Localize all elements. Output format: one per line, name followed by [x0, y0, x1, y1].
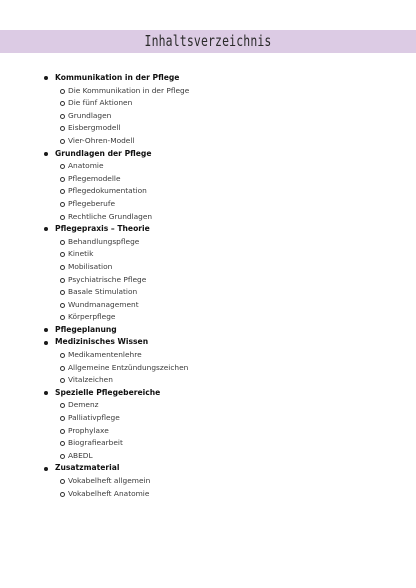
circle-bullet-icon [60, 89, 65, 94]
circle-bullet-icon [60, 403, 65, 408]
toc-item-label: Eisbergmodell [68, 123, 121, 133]
toc-item-label: Allgemeine Entzündungszeichen [68, 362, 189, 372]
toc-section [0, 324, 416, 337]
toc-item-label: Prophylaxe [68, 425, 109, 435]
toc-section-row [0, 223, 416, 236]
toc-item-label: Behandlungspflege [68, 236, 140, 246]
toc-item-label: ABEDL [68, 450, 93, 460]
toc-item [0, 198, 416, 211]
toc-item [0, 173, 416, 186]
circle-bullet-icon [60, 479, 65, 484]
toc-item [0, 261, 416, 274]
toc-item [0, 110, 416, 123]
page-title: Inhaltsverzeichnis [144, 32, 272, 50]
toc-section-label: Zusatzmaterial [55, 463, 120, 473]
toc-item-label: Mobilisation [68, 261, 113, 271]
toc-item-label: Körperpflege [68, 312, 116, 322]
toc-item-label: Vokabelheft Anatomie [68, 488, 150, 498]
toc-item-label: Vokabelheft allgemein [68, 476, 151, 485]
toc-item-label: Vier-Ohren-Modell [68, 135, 135, 145]
circle-bullet-icon [60, 366, 65, 371]
toc-item-label: Psychiatrische Pflege [68, 274, 147, 284]
circle-bullet-icon [60, 265, 65, 270]
toc-subitems [0, 85, 416, 148]
toc-section [0, 387, 416, 463]
toc-section-label: Pflegeplanung [55, 324, 117, 334]
toc-subitems [0, 160, 416, 223]
filled-bullet-icon [44, 467, 48, 471]
toc-item [0, 185, 416, 198]
circle-bullet-icon [60, 290, 65, 295]
circle-bullet-icon [60, 303, 65, 308]
toc-section-row [0, 336, 416, 349]
toc-item [0, 286, 416, 299]
toc-item-label: Vitalzeichen [68, 375, 113, 385]
circle-bullet-icon [60, 416, 65, 421]
filled-bullet-icon [44, 391, 48, 395]
circle-bullet-icon [60, 454, 65, 459]
toc-item-label: Demenz [68, 400, 99, 410]
circle-bullet-icon [60, 101, 65, 106]
circle-bullet-icon [60, 353, 65, 358]
toc-section [0, 72, 416, 148]
toc-item [0, 311, 416, 324]
circle-bullet-icon [60, 114, 65, 119]
toc-item-label: Rechtliche Grundlagen [68, 211, 153, 221]
toc-item [0, 248, 416, 261]
toc-subitems [0, 349, 416, 387]
toc-section-label: Kommunikation in der Pflege [55, 73, 180, 82]
toc-section-label: Pflegepraxis – Theorie [55, 224, 150, 234]
toc-subitems [0, 399, 416, 462]
toc-section [0, 223, 416, 324]
table-of-contents [0, 72, 416, 500]
toc-item-label: Pflegeberufe [68, 198, 116, 208]
toc-item [0, 97, 416, 110]
circle-bullet-icon [60, 252, 65, 257]
toc-section-label: Medizinisches Wissen [55, 337, 149, 347]
toc-item-label: Biografiearbeit [68, 438, 123, 448]
toc-item-label: Medikamentenlehre [68, 350, 142, 360]
toc-section-label: Grundlagen der Pflege [55, 148, 152, 158]
toc-subitems [0, 475, 416, 500]
toc-section [0, 148, 416, 224]
filled-bullet-icon [44, 227, 48, 231]
toc-section-row [0, 72, 416, 85]
toc-item-label: Palliativpflege [68, 413, 120, 423]
toc-item-label: Die Kommunikation in der Pflege [68, 85, 190, 95]
toc-item [0, 211, 416, 224]
toc-item-label: Wundmanagement [68, 299, 139, 309]
toc-item-label: Anatomie [68, 161, 104, 171]
toc-item-label: Basale Stimulation [68, 287, 138, 297]
toc-item-label: Grundlagen [68, 110, 112, 120]
toc-item [0, 299, 416, 312]
toc-section-label: Spezielle Pflegebereiche [55, 387, 161, 397]
toc-item [0, 236, 416, 249]
toc-item-label: Pflegedokumentation [68, 186, 147, 196]
circle-bullet-icon [60, 215, 65, 220]
circle-bullet-icon [60, 378, 65, 383]
toc-subitems [0, 236, 416, 324]
circle-bullet-icon [60, 126, 65, 131]
toc-item-label: Kinetik [68, 249, 94, 259]
toc-item [0, 412, 416, 425]
toc-section-row [0, 462, 416, 475]
toc-item [0, 362, 416, 375]
circle-bullet-icon [60, 441, 65, 446]
circle-bullet-icon [60, 492, 65, 497]
toc-section-row [0, 387, 416, 400]
toc-section-row [0, 148, 416, 161]
toc-item [0, 488, 416, 501]
toc-section [0, 336, 416, 386]
filled-bullet-icon [44, 152, 48, 156]
toc-item [0, 399, 416, 412]
toc-item [0, 450, 416, 463]
toc-item [0, 160, 416, 173]
toc-item [0, 425, 416, 438]
circle-bullet-icon [60, 139, 65, 144]
circle-bullet-icon [60, 164, 65, 169]
circle-bullet-icon [60, 240, 65, 245]
filled-bullet-icon [44, 341, 48, 345]
circle-bullet-icon [60, 189, 65, 194]
toc-item [0, 374, 416, 387]
toc-item [0, 122, 416, 135]
circle-bullet-icon [60, 278, 65, 283]
toc-item [0, 135, 416, 148]
filled-bullet-icon [44, 76, 48, 80]
toc-item [0, 475, 416, 488]
toc-section [0, 462, 416, 500]
circle-bullet-icon [60, 315, 65, 320]
circle-bullet-icon [60, 177, 65, 182]
toc-item-label: Pflegemodelle [68, 173, 121, 183]
toc-section-row [0, 324, 416, 337]
toc-item [0, 437, 416, 450]
toc-item [0, 274, 416, 287]
toc-item [0, 349, 416, 362]
toc-item [0, 85, 416, 98]
circle-bullet-icon [60, 429, 65, 434]
filled-bullet-icon [44, 328, 48, 332]
circle-bullet-icon [60, 202, 65, 207]
toc-item-label: Die fünf Aktionen [68, 98, 133, 108]
